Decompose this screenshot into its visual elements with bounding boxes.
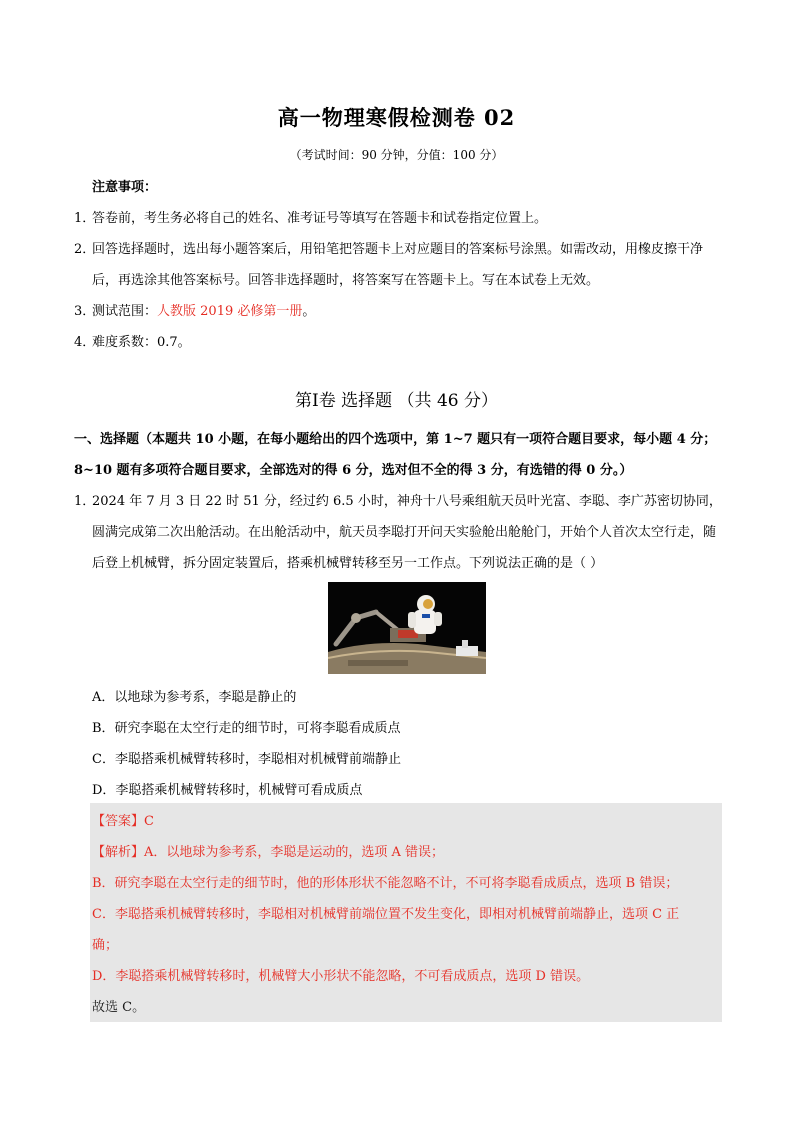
notice-heading: 注意事项：	[92, 180, 158, 195]
notice-item-text: 测试范围：	[92, 304, 158, 319]
section-heading: 第Ⅰ卷 选择题 （共 46 分）	[295, 391, 498, 411]
analysis-line: B．研究李聪在太空行走的细节时，他的形体形状不能忽略不计，不可将李聪看成质点，选项 B 错误；	[92, 876, 679, 891]
answer-line: 【答案】C	[92, 814, 154, 829]
notice-item-text: 答卷前，考生务必将自己的姓名、准考证号等填写在答题卡和试卷指定位置上。	[92, 211, 548, 226]
notice-list	[74, 203, 724, 358]
conclusion-line: 故选 C。	[92, 1000, 146, 1015]
analysis-line: D．李聪搭乘机械臂转移时，机械臂大小形状不能忽略，不可看成质点，选项 D 错误。	[92, 969, 590, 984]
notice-item-number: 2．	[74, 242, 96, 257]
option-c: C．李聪搭乘机械臂转移时，李聪相对机械臂前端静止	[92, 752, 401, 767]
notice-item-text: 难度系数：0.7。	[92, 335, 191, 350]
analysis-line: 【解析】A．以地球为参考系，李聪是运动的，选项 A 错误；	[92, 845, 445, 860]
question-text: 2024 年 7 月 3 日 22 时 51 分，经过约 6.5 小时，神舟十八号乘组航天员叶光富、李聪、李广苏密切协同，圆满完成第二次出舱活动。在出舱活动中，航天员李聪打开问天实验舱出舱舱门，开始个人首次太空行走，随后登上机械臂，拆分固定装置后，搭乘机械臂转移至另一工作点。下列说法正确的是（ ）	[92, 494, 722, 571]
test-scope-highlight: 人教版 2019 必修第一册	[157, 304, 303, 319]
option-b: B．研究李聪在太空行走的细节时，可将李聪看成质点	[92, 721, 401, 736]
answer-options	[92, 682, 401, 806]
astronaut-illustration	[328, 582, 486, 674]
analysis-line: 确；	[92, 938, 119, 953]
option-a: A．以地球为参考系，李聪是静止的	[92, 690, 297, 705]
analysis-line: C．李聪搭乘机械臂转移时，李聪相对机械臂前端位置不发生变化，即相对机械臂前端静止，选项 C 正	[92, 907, 680, 922]
section-description: 一、选择题（本题共 10 小题，在每小题给出的四个选项中，第 1~7 题只有一项符合题目要求，每小题 4 分；8~10 题有多项符合题目要求，全部选对的得 6 分，选对但不全的得 3 分，有选错的得 0 分。）	[74, 432, 717, 478]
notice-item-number: 3．	[74, 304, 96, 319]
question-number: 1．	[74, 494, 96, 509]
notice-item-text-end: 。	[302, 304, 316, 319]
notice-item	[74, 296, 724, 327]
notice-item-number: 4．	[74, 335, 96, 350]
answer-analysis-text	[92, 806, 722, 1023]
notice-item-text: 回答选择题时，选出每小题答案后，用铅笔把答题卡上对应题目的答案标号涂黑。如需改动，用橡皮擦干净后，再选涂其他答案标号。回答非选择题时，将答案写在答题卡上。写在本试卷上无效。	[92, 242, 704, 288]
page-title: 高一物理寒假检测卷 02	[277, 105, 516, 130]
notice-item	[74, 203, 724, 234]
exam-info: （考试时间：90 分钟，分值：100 分）	[289, 148, 504, 162]
notice-item-number: 1．	[74, 211, 96, 226]
option-d: D．李聪搭乘机械臂转移时，机械臂可看成质点	[92, 783, 363, 798]
astronaut-photo	[328, 582, 486, 674]
question-stem	[74, 486, 724, 579]
question-1	[74, 486, 724, 579]
notice-item	[74, 234, 724, 296]
notice-item	[74, 327, 724, 358]
